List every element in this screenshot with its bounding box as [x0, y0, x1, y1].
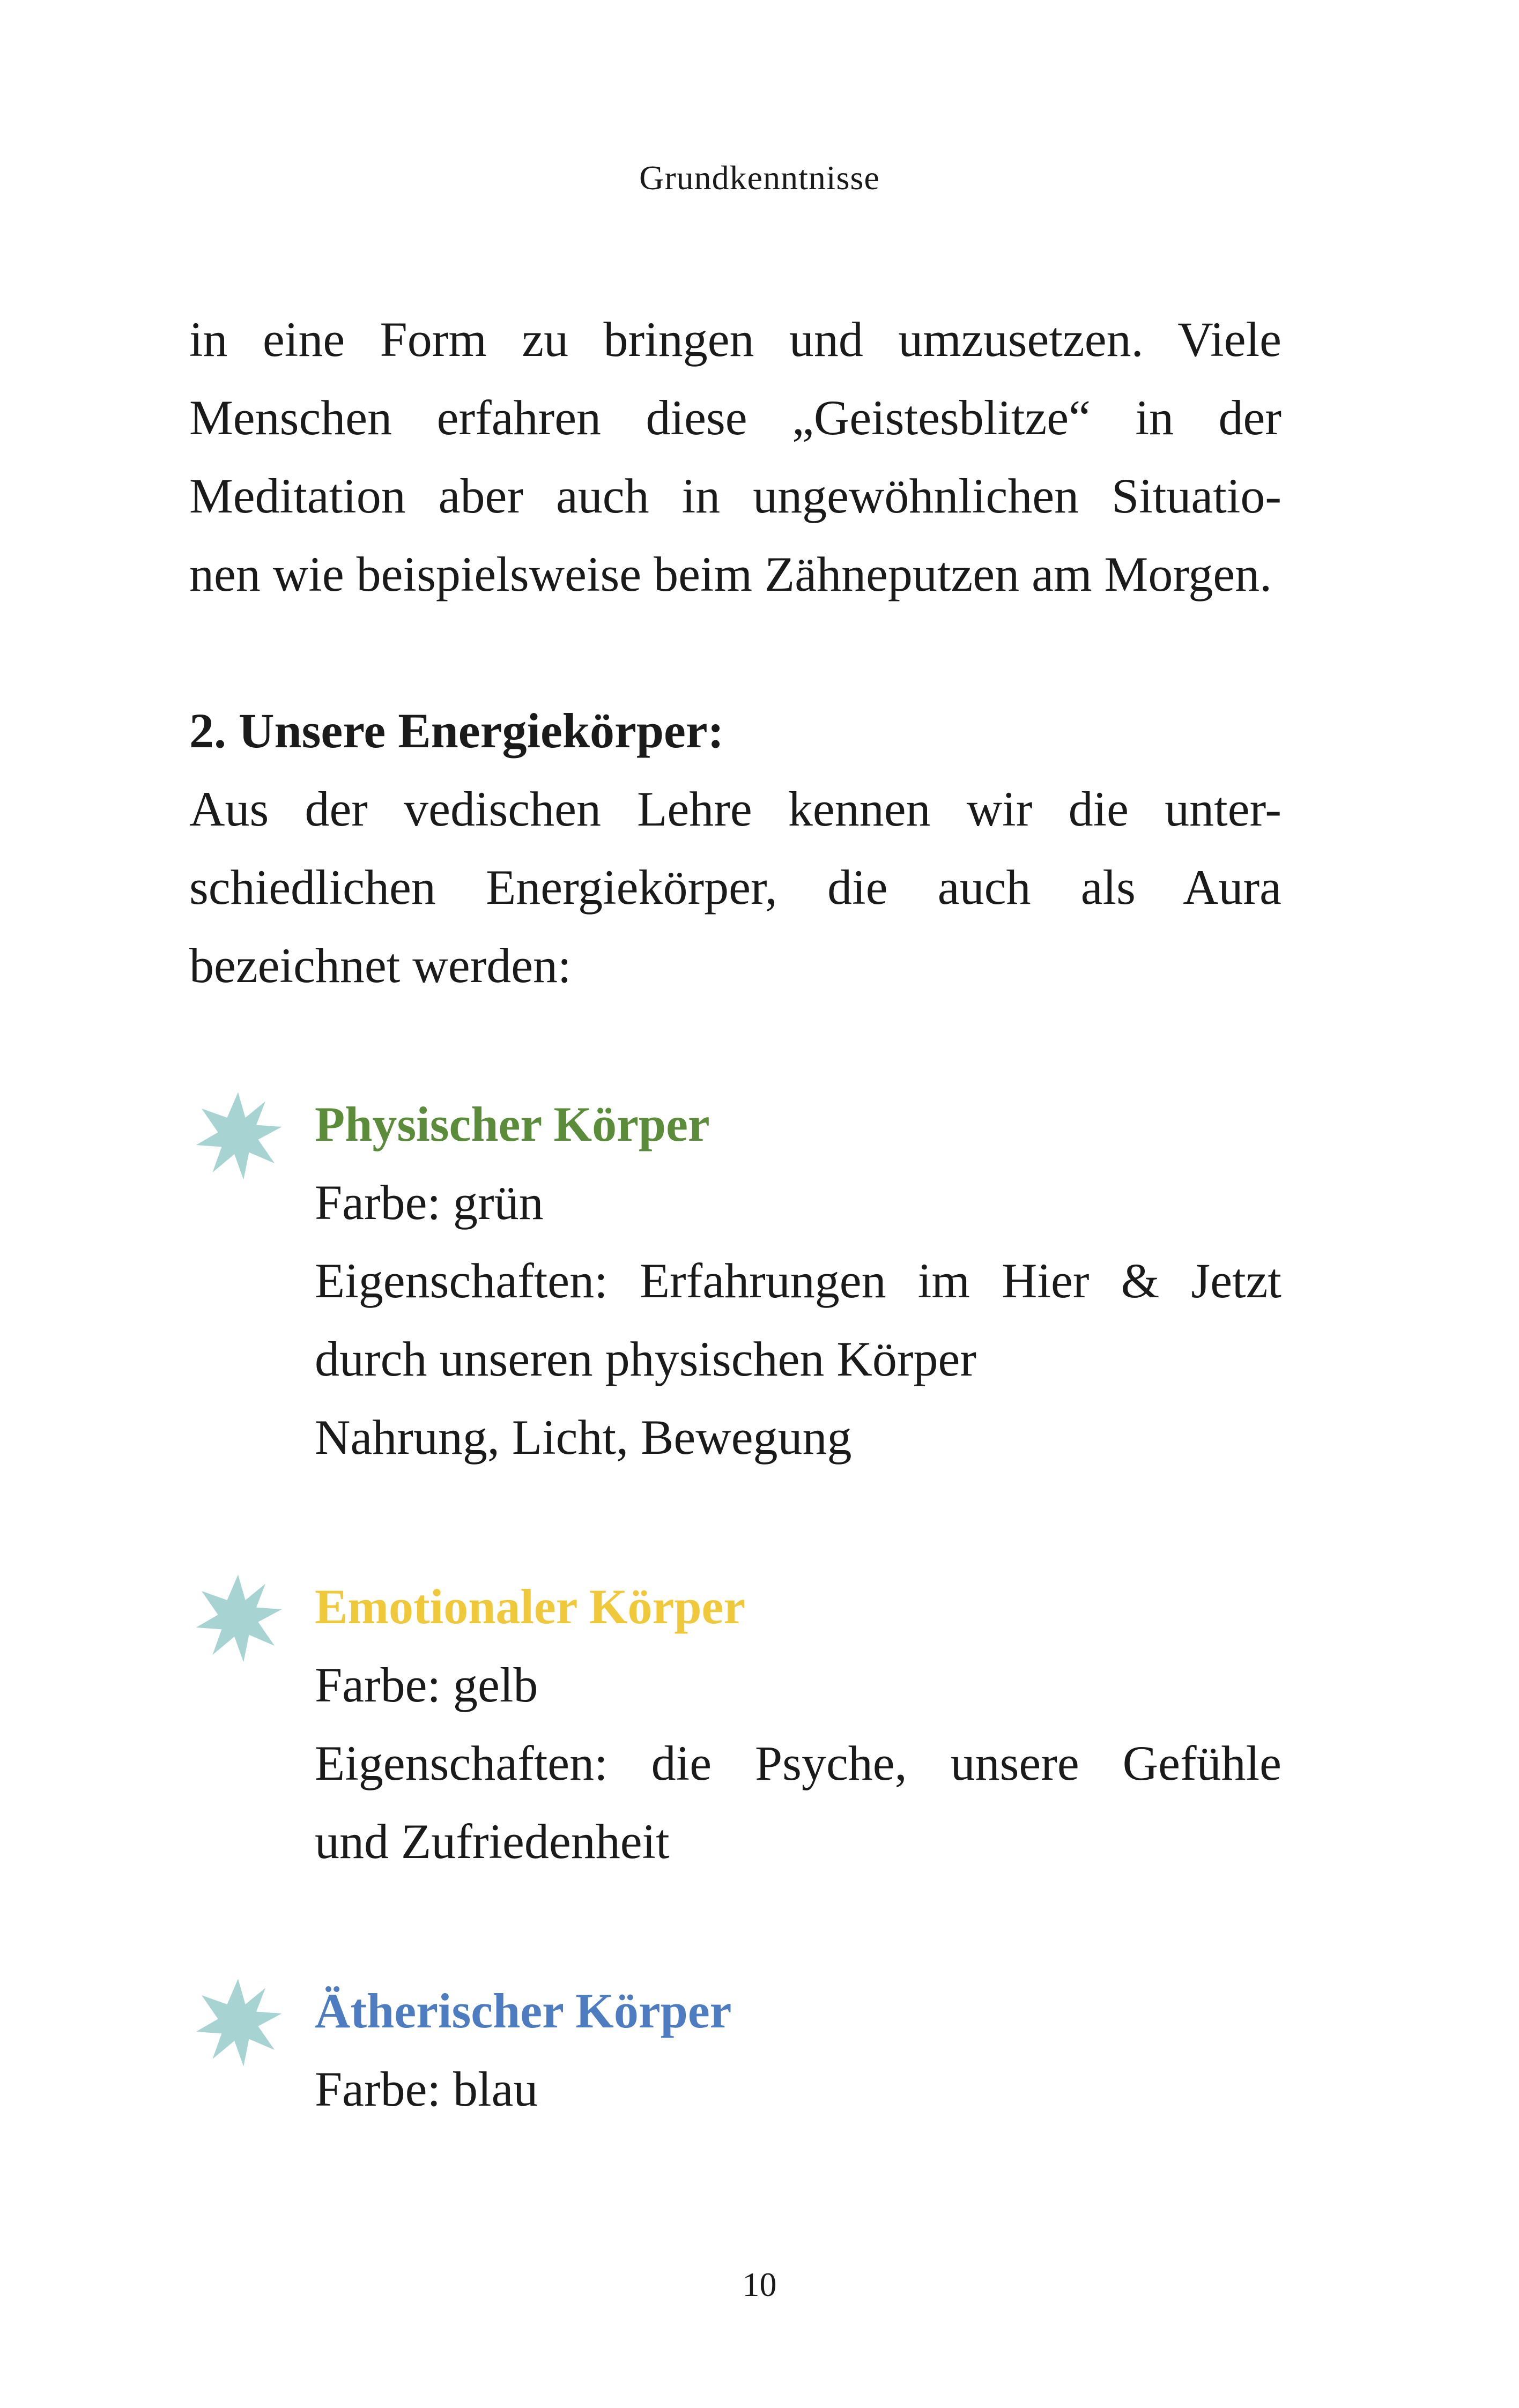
starburst-icon — [192, 1573, 284, 1664]
page-content — [189, 300, 1281, 2128]
text-line: Meditation aber auch in ungewöhnlichen Situatio- — [189, 469, 1281, 523]
body-title: Emotionaler Körper — [315, 1579, 746, 1634]
page-number: 10 — [742, 2265, 777, 2303]
running-head: Grundkenntnisse — [639, 159, 880, 197]
energy-body-physical — [189, 1085, 1281, 1476]
starburst-icon — [192, 1090, 284, 1181]
section-heading: 2. Unsere Energiekörper: — [189, 703, 724, 758]
text-line: nen wie beispielsweise beim Zähneputzen am Morgen. — [189, 547, 1272, 601]
text-line: bezeichnet werden: — [189, 938, 572, 993]
body-property-line: Eigenschaften: die Psyche, unsere Gefühle — [315, 1736, 1281, 1790]
energy-body-etheric — [189, 1972, 1281, 2128]
starburst-icon — [192, 1977, 284, 2068]
body-property-line: durch unseren physischen Körper — [315, 1332, 976, 1386]
text-line: schiedlichen Energiekörper, die auch als Aura — [189, 860, 1281, 915]
body-property-line: und Zufriedenheit — [315, 1814, 670, 1869]
body-property-line: Eigenschaften: Erfahrungen im Hier & Jetzt — [315, 1253, 1281, 1308]
energy-body-emotional — [189, 1567, 1281, 1881]
section-paragraph — [189, 770, 1281, 1005]
intro-paragraph — [189, 300, 1281, 613]
text-line: Menschen erfahren diese „Geistesblitze“ in der — [189, 390, 1281, 445]
text-line: Aus der vedischen Lehre kennen wir die unter- — [189, 782, 1281, 836]
body-property-line: Nahrung, Licht, Bewegung — [315, 1410, 852, 1465]
body-color-line: Farbe: grün — [315, 1175, 544, 1230]
text-line: in eine Form zu bringen und umzusetzen. Viele — [189, 312, 1281, 367]
body-color-line: Farbe: gelb — [315, 1658, 538, 1712]
body-title: Physischer Körper — [315, 1097, 710, 1151]
body-title: Ätherischer Körper — [315, 1983, 732, 2038]
body-color-line: Farbe: blau — [315, 2062, 538, 2116]
